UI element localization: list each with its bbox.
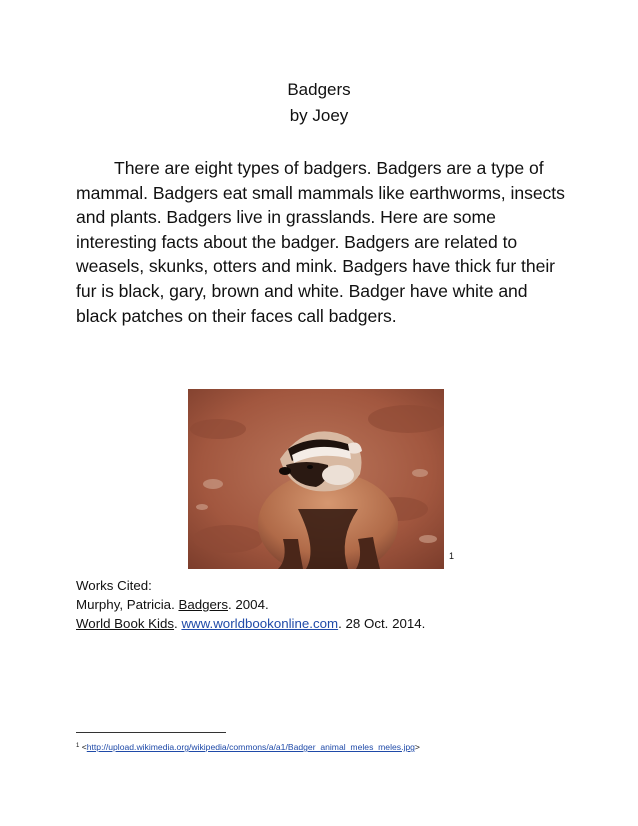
body-paragraph: There are eight types of badgers. Badgers are a type of mammal. Badgers eat small mammals like earthworms, insects and plants. Badgers live in grasslands. Here are some interesting facts about the badger. Badgers are related to weasels, skunks, otters and mink. Badgers have thick fur their fur is black, gary, brown and white. Badger have white and black patches on their faces call badgers. [76,158,565,326]
footnote-open: < [79,742,87,752]
footnote-divider [76,732,226,733]
footnote-close: > [414,742,420,752]
footnote-number: 1 [76,743,80,749]
works-cited-heading: Works Cited: [76,578,152,593]
citation-2-sep: . [174,616,182,631]
citation-2 [76,614,425,633]
footnote-link[interactable]: http://upload.wikimedia.org/wikipedia/commons/a/a1/Badger_animal_meles_meles.jpg [86,742,415,752]
badger-photo [188,389,444,569]
citation-1-title: Badgers [178,597,228,612]
citation-2-link[interactable]: www.worldbookonline.com [181,616,339,631]
footnote-marker: 1 [449,551,455,561]
citation-2-title: World Book Kids [76,616,175,631]
footnote [76,740,420,753]
citation-1 [76,595,425,614]
citation-1-author: Murphy, Patricia. [76,597,179,612]
author-byline: by Joey [289,106,349,125]
works-cited [76,576,425,633]
document-title: Badgers [287,80,351,99]
citation-2-rest: . 28 Oct. 2014. [338,616,426,631]
citation-1-rest: . 2004. [228,597,269,612]
